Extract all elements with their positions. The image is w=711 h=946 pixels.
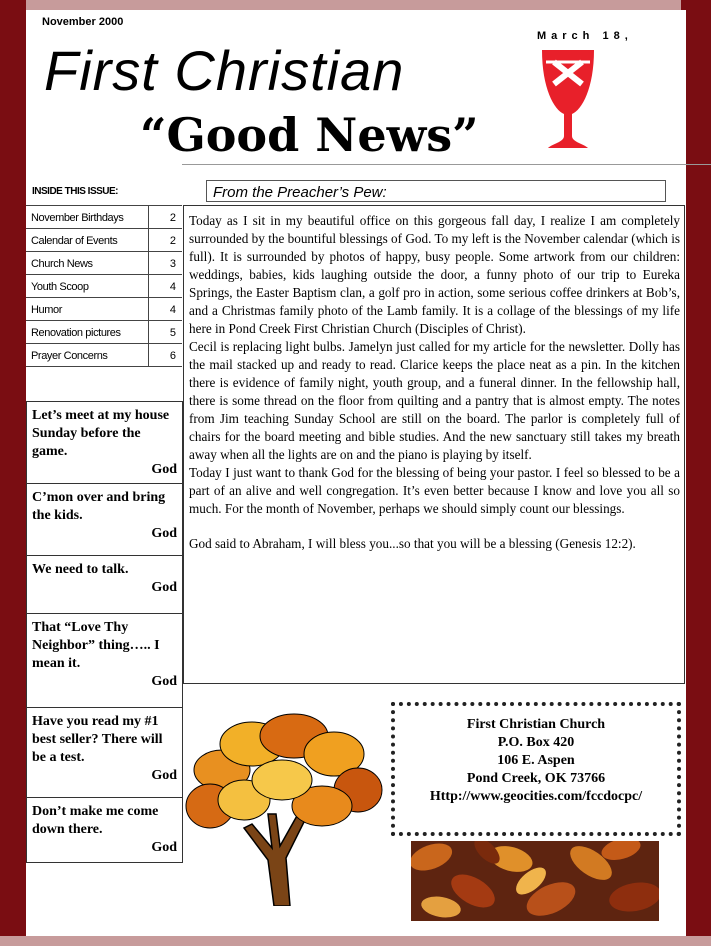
article-paragraph: Today I just want to thank God for the blessing of being your pastor. I feel so blessed to be a part of an alive and well congregation. It’s even better because I know and love you all so much. For the month of November, perhaps we should simply count our blessings. [189, 465, 680, 516]
toc-page: 4 [148, 298, 182, 320]
toc-page: 4 [148, 275, 182, 297]
article-heading: From the Preacher’s Pew: [206, 180, 666, 202]
sign-author: God [151, 840, 177, 855]
toc-label: Renovation pictures [31, 327, 121, 339]
church-name: First Christian Church [466, 717, 606, 732]
toc-page: 6 [148, 344, 182, 366]
masthead-subtitle: “Good News” [140, 108, 479, 162]
toc-label: Humor [31, 304, 63, 316]
toc-label: Prayer Concerns [31, 350, 108, 362]
church-contact-box [391, 702, 681, 836]
article-closing: God said to Abraham, I will bless you...so that you will be a blessing (Genesis 12:2). [189, 536, 636, 551]
sign-author: God [151, 526, 177, 541]
god-signs-box [26, 401, 183, 863]
preacher-article [183, 205, 685, 684]
sign-message [27, 798, 182, 862]
table-of-contents [26, 205, 182, 367]
toc-row[interactable] [26, 298, 182, 321]
toc-row[interactable] [26, 252, 182, 275]
sign-text: Have you read my #1 best seller? There will be a test. [32, 714, 163, 765]
toc-page: 2 [148, 229, 182, 251]
chalice-cross-icon [540, 48, 596, 160]
issue-date: November 2000 [42, 16, 124, 28]
sign-text: That “Love Thy Neighbor” thing….. I mean it. [32, 620, 160, 671]
toc-row[interactable] [26, 275, 182, 298]
bottom-frame [0, 936, 711, 946]
church-street: 106 E. Aspen [497, 753, 575, 768]
inside-heading: INSIDE THIS ISSUE: [32, 186, 119, 197]
church-po-box: P.O. Box 420 [497, 735, 575, 750]
sign-author: God [151, 768, 177, 783]
header-rule [182, 164, 711, 165]
sign-message [27, 614, 182, 708]
left-border [0, 0, 26, 946]
publication-date: March 18, [537, 30, 633, 42]
sign-text: We need to talk. [32, 562, 129, 577]
toc-row[interactable] [26, 321, 182, 344]
article-paragraph: Today as I sit in my beautiful office on this gorgeous fall day, I realize I am completely surrounded by the bountiful blessings of God. To my left is the November calendar (which is full). It is surrounded by photos of happy, busy people. Some artwork from our children: weddings, babies, kids laughing outside the door, a funny photo of our trip to Eureka Springs, the Easter Baptism clan, a golf pro in action, some serious coffee drinkers at Bob’s, and a Christmas family photo of the Lamb family. It is a collage of the blessings of my life here in Pond Creek First Christian Church (Disciples of Christ). [189, 213, 680, 336]
sign-message [27, 402, 182, 484]
toc-label: November Birthdays [31, 212, 124, 224]
sign-message [27, 708, 182, 798]
top-frame [0, 0, 711, 10]
toc-page: 2 [148, 206, 182, 228]
sign-message [27, 556, 182, 614]
masthead-title: First Christian [44, 39, 405, 102]
toc-label: Church News [31, 258, 93, 270]
autumn-tree-icon [182, 710, 387, 906]
toc-label: Youth Scoop [31, 281, 89, 293]
autumn-leaves-photo [411, 841, 659, 921]
sign-author: God [151, 462, 177, 477]
sign-text: Don’t make me come down there. [32, 804, 159, 837]
toc-row[interactable] [26, 229, 182, 252]
sign-author: God [151, 580, 177, 595]
sign-message [27, 484, 182, 556]
toc-label: Calendar of Events [31, 235, 118, 247]
sign-author: God [151, 674, 177, 689]
toc-row[interactable] [26, 344, 182, 367]
toc-row[interactable] [26, 206, 182, 229]
church-city: Pond Creek, OK 73766 [466, 771, 606, 786]
article-paragraph: Cecil is replacing light bulbs. Jamelyn just called for my article for the newsletter. Dolly has the mail stacked up and ready to read. Clarice keeps the place neat as a pin. In the kitchen there is evidence of family night, youth group, and a funeral dinner. In the fellowship hall, there is some thread on the floor from quilting and a pantry that is almost empty. The notes from Jim teaching Sunday School are still on the board. The parlor is completely full of chairs for the board meeting and bible studies. And the new sanctuary still takes my breath away when all the lights are on and the piano is playing by itself. [189, 339, 680, 462]
church-url-link[interactable]: Http://www.geocities.com/fccdocpc/ [429, 789, 643, 804]
toc-page: 5 [148, 321, 182, 343]
toc-page: 3 [148, 252, 182, 274]
sign-text: C’mon over and bring the kids. [32, 490, 166, 523]
sign-text: Let’s meet at my house Sunday before the game. [32, 408, 170, 459]
